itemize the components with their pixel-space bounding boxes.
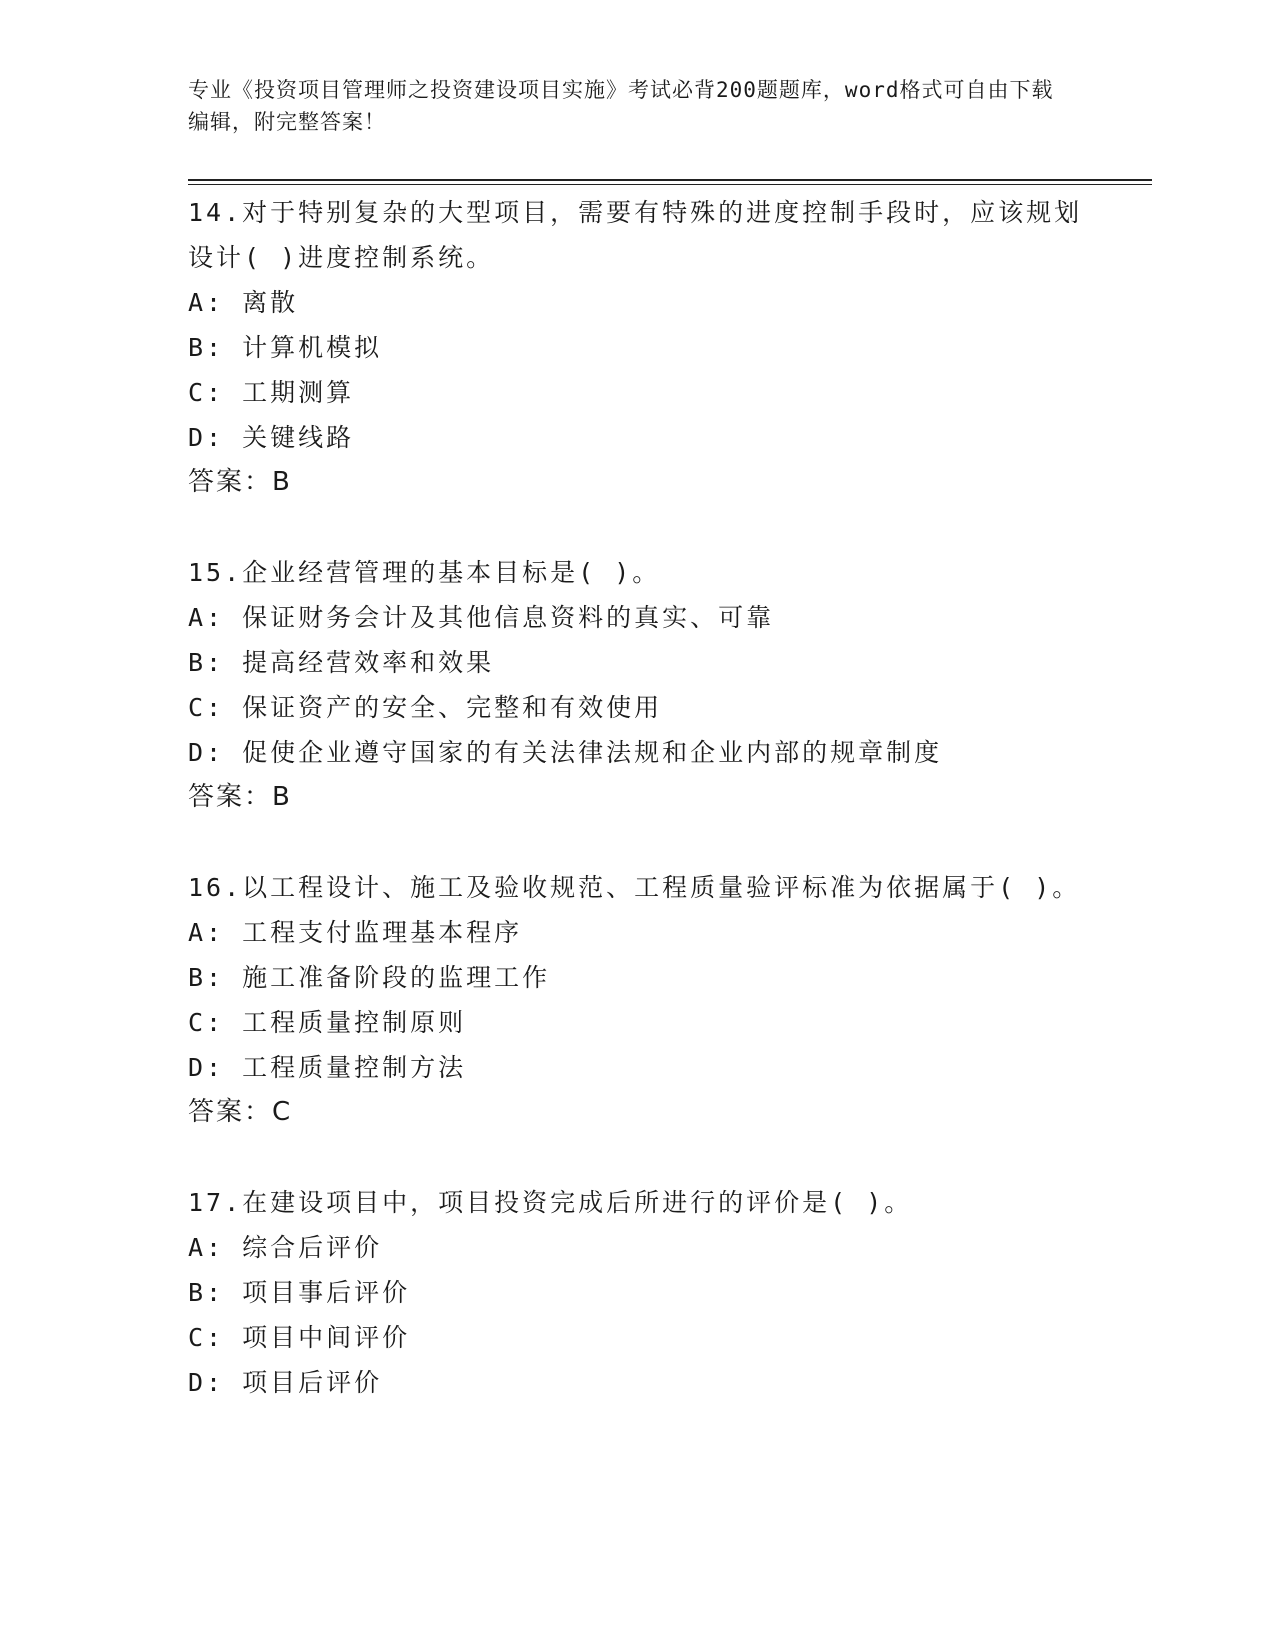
option-c: C: 项目中间评价 [188,1323,411,1352]
answer: 答案：C [188,1097,293,1127]
option-a: A: 工程支付监理基本程序 [188,918,523,947]
question-15 [188,550,1088,820]
header-divider-thick [188,179,1152,181]
option-b: B: 计算机模拟 [188,333,383,362]
answer: 答案：B [188,467,292,497]
option-c: C: 工期测算 [188,378,355,407]
option-c: C: 保证资产的安全、完整和有效使用 [188,693,663,722]
question-list [188,190,1088,1450]
question-stem: 14.对于特别复杂的大型项目，需要有特殊的进度控制手段时，应该规划设计( )进度控制系统。 [188,198,1083,272]
question-stem: 16.以工程设计、施工及验收规范、工程质量验评标准为依据属于( )。 [188,873,1081,902]
option-d: D: 关键线路 [188,423,355,452]
answer: 答案：B [188,782,292,812]
question-16 [188,865,1088,1135]
question-14 [188,190,1088,505]
option-d: D: 项目后评价 [188,1368,383,1397]
option-a: A: 离散 [188,288,299,317]
option-d: D: 促使企业遵守国家的有关法律法规和企业内部的规章制度 [188,738,943,767]
option-c: C: 工程质量控制原则 [188,1008,467,1037]
option-b: B: 提高经营效率和效果 [188,648,495,677]
option-b: B: 项目事后评价 [188,1278,411,1307]
question-17 [188,1180,1088,1405]
question-stem: 17.在建设项目中，项目投资完成后所进行的评价是( )。 [188,1188,913,1217]
option-a: A: 保证财务会计及其他信息资料的真实、可靠 [188,603,775,632]
option-b: B: 施工准备阶段的监理工作 [188,963,551,992]
question-stem: 15.企业经营管理的基本目标是( )。 [188,558,661,587]
header-divider-thin [188,184,1152,185]
option-a: A: 综合后评价 [188,1233,383,1262]
document-header: 专业《投资项目管理师之投资建设项目实施》考试必背200题题库，word格式可自由下载编辑，附完整答案！ [188,78,1054,134]
option-d: D: 工程质量控制方法 [188,1053,467,1082]
